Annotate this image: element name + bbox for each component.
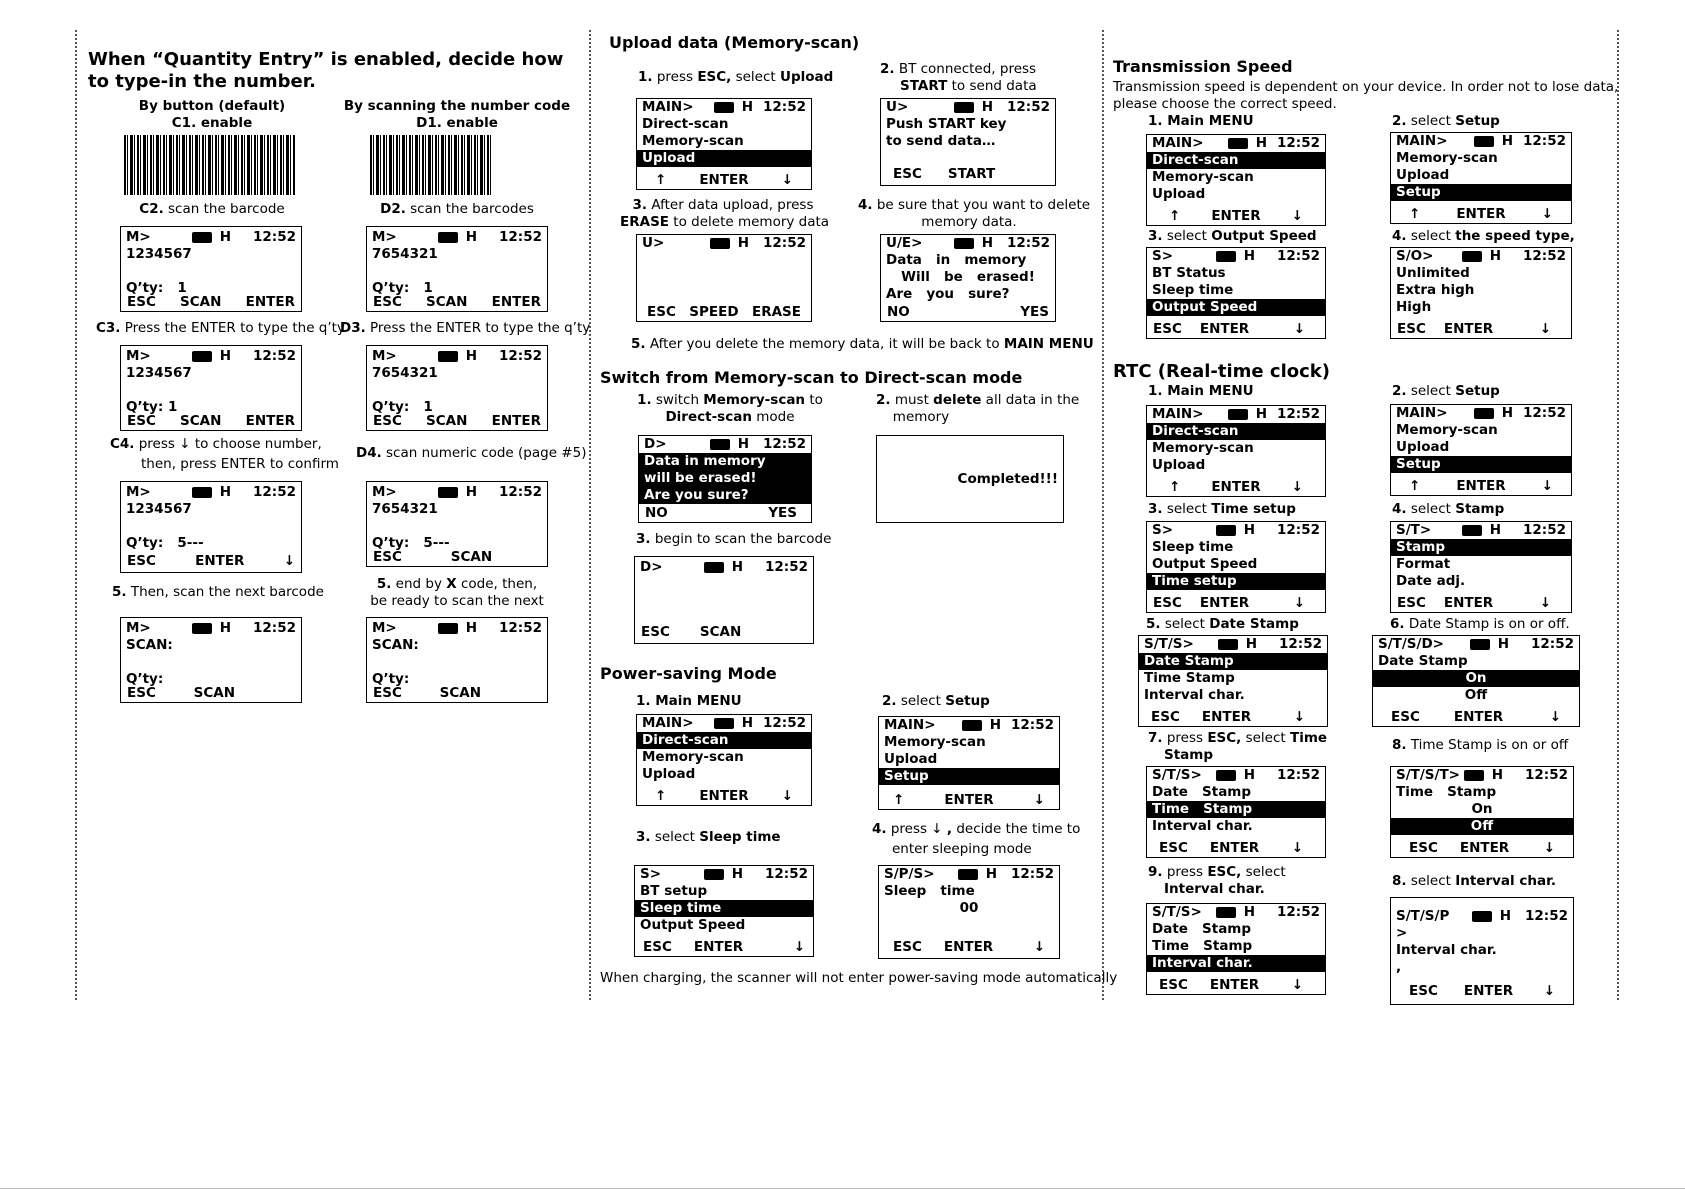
- switch-step2: 2. must delete all data in the: [876, 392, 1080, 408]
- d2-caption: D2. scan the barcodes: [380, 201, 534, 217]
- switch-step3: 3. begin to scan the barcode: [636, 531, 832, 547]
- battery-icon: [962, 720, 982, 731]
- trans-step2: 2. select Setup: [1392, 113, 1500, 129]
- upload-step4-b: memory data.: [921, 214, 1017, 230]
- down-arrow-icon: ↓: [1543, 840, 1555, 856]
- down-arrow-icon: ↓: [1539, 321, 1551, 337]
- down-arrow-icon: ↓: [1033, 792, 1045, 808]
- down-arrow-icon: ↓: [283, 553, 295, 569]
- battery-icon: [954, 102, 974, 113]
- screen-upload-confirm: U/E> H 12:52 Data in memory Will be erased! Are you sure? NO YES: [880, 234, 1056, 322]
- screen-d4: M> H 12:52 7654321 Q’ty: 5--- ESC SCAN: [366, 481, 548, 567]
- upload-step3: 3. After data upload, press: [632, 197, 814, 213]
- battery-icon: [1228, 138, 1248, 149]
- down-arrow-icon: ↓: [1033, 939, 1045, 955]
- charging-note: When charging, the scanner will not enter power-saving mode automatically: [600, 970, 1118, 986]
- c2-caption: C2. scan the barcode: [139, 201, 285, 217]
- battery-icon: [1474, 408, 1494, 419]
- battery-icon: [954, 238, 974, 249]
- battery-icon: [438, 351, 458, 362]
- enable-barcode-c1: [124, 135, 296, 195]
- transmission-desc-2: please choose the correct speed.: [1113, 96, 1337, 112]
- battery-icon: [1464, 770, 1484, 781]
- screen-direct-scan: D> H 12:52 ESC SCAN: [634, 556, 814, 644]
- c3-caption: C3. Press the ENTER to type the q’ty: [96, 320, 345, 336]
- battery-icon: [704, 869, 724, 880]
- down-arrow-icon: ↓: [1293, 595, 1305, 611]
- rtc-step9-b: Interval char.: [1164, 881, 1265, 897]
- battery-icon: [704, 562, 724, 573]
- screen-upload-start: U> H 12:52 Push START key to send data… ESC START: [880, 98, 1056, 186]
- down-arrow-icon: ↓: [1539, 595, 1551, 611]
- column-divider-mid1: [589, 30, 591, 1000]
- up-arrow-icon: ↑: [1169, 479, 1181, 495]
- screen-d2: M> H 12:52 7654321 Q’ty: 1 ESC SCAN ENTER: [366, 226, 548, 312]
- power-step4: 4. press ↓ , decide the time to: [872, 821, 1081, 837]
- battery-icon: [192, 623, 212, 634]
- down-arrow-icon: ↓: [1293, 709, 1305, 725]
- down-arrow-icon: ↓: [1291, 479, 1303, 495]
- down-arrow-icon: ↓: [781, 788, 793, 804]
- upload-step2-b: START to send data: [900, 78, 1037, 94]
- screen-power-sleep-value: S/P/S> H 12:52 Sleep time 00 ESC ENTER ↓: [878, 865, 1060, 959]
- power-step4-b: enter sleeping mode: [892, 841, 1032, 857]
- screen-rtc-datestamp-menu: S/T/S> H 12:52 Date Stamp Time Stamp Interval char. ESC ENTER ↓: [1138, 635, 1328, 727]
- up-arrow-icon: ↑: [1169, 208, 1181, 224]
- battery-icon: [958, 869, 978, 880]
- c4-caption-2: then, press ENTER to confirm: [141, 456, 339, 472]
- screen-c2: M> H 12:52 1234567 Q’ty: 1 ESC SCAN ENTER: [120, 226, 302, 312]
- up-arrow-icon: ↑: [655, 172, 667, 188]
- battery-icon: [710, 238, 730, 249]
- screen-rtc-timestamp-menu: S/T/S> H 12:52 Date Stamp Time Stamp Interval char. ESC ENTER ↓: [1146, 766, 1326, 858]
- rtc-title: RTC (Real-time clock): [1113, 361, 1330, 382]
- battery-icon: [1216, 907, 1236, 918]
- d4-caption: D4. scan numeric code (page #5): [356, 445, 587, 461]
- battery-icon: [192, 351, 212, 362]
- screen-trans-output: S> H 12:52 BT Status Sleep time Output Speed ESC ENTER ↓: [1146, 247, 1326, 339]
- battery-icon: [1216, 525, 1236, 536]
- battery-icon: [710, 439, 730, 450]
- column-divider-left: [75, 30, 77, 1000]
- battery-icon: [1462, 251, 1482, 262]
- rtc-step8: 8. Time Stamp is on or off: [1392, 737, 1569, 753]
- column-divider-mid2: [1102, 30, 1104, 1000]
- quantity-entry-title: When “Quantity Entry” is enabled, decide how to type-in the number.: [88, 49, 564, 92]
- upload-title: Upload data (Memory-scan): [609, 33, 860, 52]
- battery-icon: [438, 232, 458, 243]
- screen-rtc-datestamp-value: S/T/S/D> H 12:52 Date Stamp On Off ESC ENTER ↓: [1372, 635, 1580, 727]
- battery-icon: [1472, 911, 1492, 922]
- screen-upload-erase: U> H 12:52 ESC SPEED ERASE: [636, 234, 812, 322]
- trans-step1: 1. Main MENU: [1148, 113, 1254, 129]
- upload-step5: 5. After you delete the memory data, it will be back to MAIN MENU: [631, 336, 1094, 352]
- up-arrow-icon: ↑: [893, 792, 905, 808]
- switch-step2-b: memory: [892, 409, 950, 425]
- down-arrow-icon: ↓: [1291, 208, 1303, 224]
- screen-rtc-stamp: S/T> H 12:52 Stamp Format Date adj. ESC ENTER ↓: [1390, 521, 1572, 613]
- transmission-title: Transmission Speed: [1113, 57, 1293, 76]
- battery-icon: [714, 102, 734, 113]
- bottom-rule: [0, 1188, 1685, 1189]
- by-scan-heading: By scanning the number code: [343, 98, 571, 114]
- screen-rtc-setup: MAIN> H 12:52 Memory-scan Upload Setup ↑ ENTER ↓: [1390, 404, 1572, 496]
- down-arrow-icon: ↓: [1549, 709, 1561, 725]
- d5-caption-2: be ready to scan the next: [370, 593, 544, 609]
- rtc-step4: 4. select Stamp: [1392, 501, 1505, 517]
- battery-icon: [1462, 525, 1482, 536]
- screen-power-setup: MAIN> H 12:52 Memory-scan Upload Setup ↑ ENTER ↓: [878, 716, 1060, 810]
- enable-barcode-d1: [370, 135, 492, 195]
- step5-caption: 5. Then, scan the next barcode: [112, 584, 324, 600]
- screen-trans-speed: S/O> H 12:52 Unlimited Extra high High ESC ENTER ↓: [1390, 247, 1572, 339]
- transmission-desc: Transmission speed is dependent on your device. In order not to lose data,: [1113, 79, 1619, 95]
- screen-switch-confirm: D> H 12:52 Data in memory will be erased! Are you sure? NO YES: [638, 435, 812, 523]
- screen-c4: M> H 12:52 1234567 Q’ty: 5--- ESC ENTER ↓: [120, 481, 302, 573]
- trans-step3: 3. select Output Speed: [1148, 228, 1317, 244]
- screen-rtc-interval-menu: S/T/S> H 12:52 Date Stamp Time Stamp Interval char. ESC ENTER ↓: [1146, 903, 1326, 995]
- battery-icon: [1216, 251, 1236, 262]
- screen-power-sleep-menu: S> H 12:52 BT setup Sleep time Output Speed ESC ENTER ↓: [634, 865, 814, 957]
- column-divider-right: [1617, 30, 1619, 1000]
- battery-icon: [1216, 770, 1236, 781]
- down-arrow-icon: ↓: [1541, 206, 1553, 222]
- battery-icon: [1218, 639, 1238, 650]
- screen-completed: Completed!!!: [876, 435, 1064, 523]
- down-arrow-icon: ↓: [1293, 321, 1305, 337]
- upload-step3-b: ERASE to delete memory data: [620, 214, 830, 230]
- down-arrow-icon: ↓: [1543, 983, 1555, 999]
- rtc-step5: 5. select Date Stamp: [1146, 616, 1299, 632]
- rtc-step7: 7. press ESC, select Time: [1148, 730, 1328, 746]
- screen-c5: M> H 12:52 SCAN: Q’ty: ESC SCAN: [120, 617, 302, 703]
- screen-rtc-timestamp-value: S/T/S/T> H 12:52 Time Stamp On Off ESC ENTER ↓: [1390, 766, 1574, 858]
- d1-label: D1. enable: [416, 115, 498, 131]
- screen-power-main: MAIN> H 12:52 Direct-scan Memory-scan Upload ↑ ENTER ↓: [636, 714, 812, 806]
- screen-rtc-main: MAIN> H 12:52 Direct-scan Memory-scan Upload ↑ ENTER ↓: [1146, 405, 1326, 497]
- battery-icon: [1470, 639, 1490, 650]
- battery-icon: [192, 232, 212, 243]
- upload-step1: 1. press ESC, select Upload: [638, 69, 834, 85]
- trans-step4: 4. select the speed type,: [1392, 228, 1575, 244]
- down-arrow-icon: ↓: [781, 172, 793, 188]
- battery-icon: [1474, 136, 1494, 147]
- battery-icon: [438, 623, 458, 634]
- up-arrow-icon: ↑: [1409, 478, 1421, 494]
- power-step2: 2. select Setup: [882, 693, 990, 709]
- switch-step1-b: Direct-scan mode: [665, 409, 795, 425]
- d5-caption: 5. end by X code, then,: [376, 576, 538, 592]
- by-button-heading: By button (default): [138, 98, 286, 114]
- down-arrow-icon: ↓: [793, 939, 805, 955]
- rtc-step9: 9. press ESC, select: [1148, 864, 1286, 880]
- screen-c3: M> H 12:52 1234567 Q’ty: 1 ESC SCAN ENTER: [120, 345, 302, 431]
- screen-trans-setup: MAIN> H 12:52 Memory-scan Upload Setup ↑ ENTER ↓: [1390, 132, 1572, 224]
- down-arrow-icon: ↓: [1541, 478, 1553, 494]
- rtc-step10: 8. select Interval char.: [1392, 873, 1556, 889]
- down-arrow-icon: ↓: [1291, 977, 1303, 993]
- screen-d5: M> H 12:52 SCAN: Q’ty: ESC SCAN: [366, 617, 548, 703]
- down-arrow-icon: ↓: [1291, 840, 1303, 856]
- battery-icon: [192, 487, 212, 498]
- power-step1: 1. Main MENU: [636, 693, 742, 709]
- c1-label: C1. enable: [171, 115, 253, 131]
- power-title: Power-saving Mode: [600, 664, 777, 683]
- rtc-step7-b: Stamp: [1164, 747, 1214, 763]
- rtc-step1: 1. Main MENU: [1148, 383, 1254, 399]
- screen-rtc-timesetup: S> H 12:52 Sleep time Output Speed Time setup ESC ENTER ↓: [1146, 521, 1326, 613]
- up-arrow-icon: ↑: [1409, 206, 1421, 222]
- screen-upload-main: MAIN> H 12:52 Direct-scan Memory-scan Upload ↑ ENTER ↓: [636, 98, 812, 190]
- rtc-step6: 6. Date Stamp is on or off.: [1390, 616, 1570, 632]
- rtc-step3: 3. select Time setup: [1148, 501, 1296, 517]
- c4-caption: C4. press ↓ to choose number,: [110, 436, 322, 452]
- battery-icon: [714, 718, 734, 729]
- d3-caption: D3. Press the ENTER to type the q’ty: [340, 320, 591, 336]
- screen-rtc-interval-value: S/T/S/P H 12:52 > Interval char. , ESC ENTER ↓: [1390, 897, 1574, 1005]
- switch-step1: 1. switch Memory-scan to: [637, 392, 823, 408]
- upload-step2: 2. BT connected, press: [880, 61, 1037, 77]
- battery-icon: [1228, 409, 1248, 420]
- upload-step4: 4. be sure that you want to delete: [858, 197, 1091, 213]
- switch-title: Switch from Memory-scan to Direct-scan mode: [600, 368, 1023, 387]
- battery-icon: [438, 487, 458, 498]
- screen-d3: M> H 12:52 7654321 Q’ty: 1 ESC SCAN ENTER: [366, 345, 548, 431]
- power-step3: 3. select Sleep time: [636, 829, 781, 845]
- screen-trans-main: MAIN> H 12:52 Direct-scan Memory-scan Upload ↑ ENTER ↓: [1146, 134, 1326, 226]
- rtc-step2: 2. select Setup: [1392, 383, 1500, 399]
- up-arrow-icon: ↑: [655, 788, 667, 804]
